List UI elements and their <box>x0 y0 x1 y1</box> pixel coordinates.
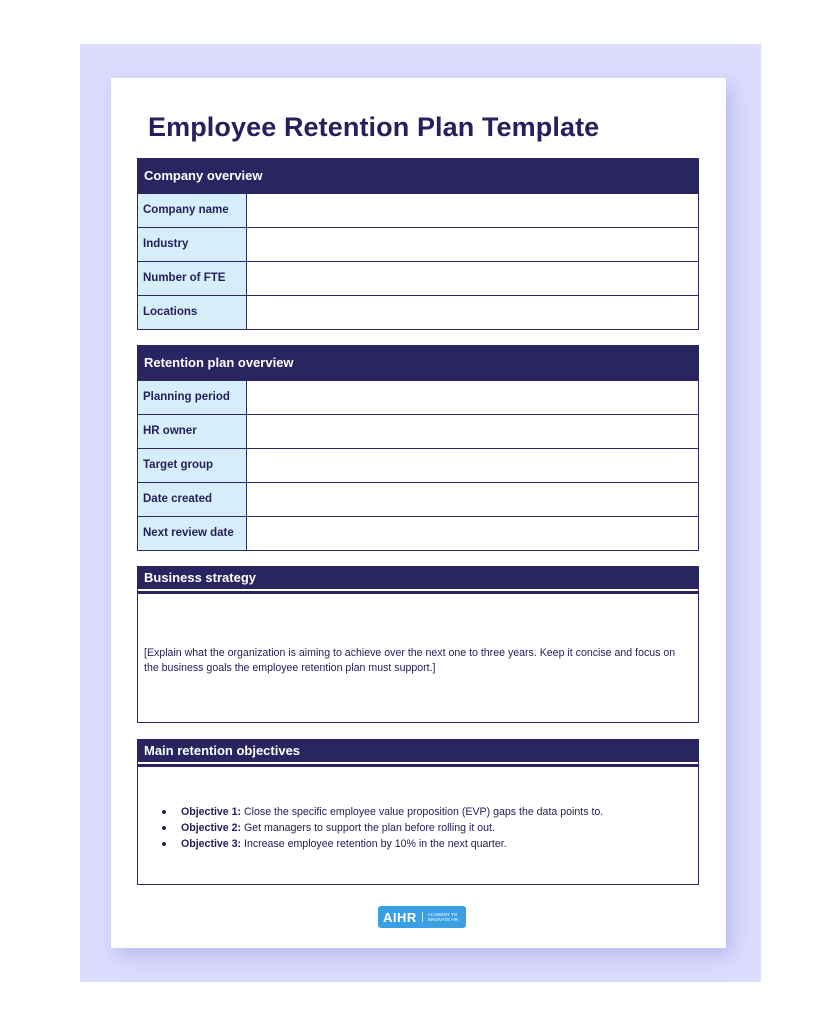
row-label: Locations <box>138 296 247 329</box>
logo-mark: AIHR <box>383 909 417 925</box>
locations-field[interactable] <box>247 296 698 329</box>
company-name-field[interactable] <box>247 194 698 227</box>
number-of-fte-field[interactable] <box>247 262 698 295</box>
target-group-field[interactable] <box>247 449 698 482</box>
row-label: Industry <box>138 228 247 261</box>
objective-label: Objective 3: <box>181 838 242 850</box>
industry-field[interactable] <box>247 228 698 261</box>
table-row <box>138 193 698 227</box>
date-created-field[interactable] <box>247 483 698 516</box>
table-row <box>138 516 698 550</box>
retention-plan-overview-heading: Retention plan overview <box>138 346 698 380</box>
objective-label: Objective 2: <box>181 822 242 834</box>
row-label: Next review date <box>138 517 247 550</box>
section-divider <box>138 591 698 594</box>
table-row <box>138 414 698 448</box>
objective-text: Increase employee retention by 10% in the next quarter. <box>241 838 507 850</box>
company-overview-table <box>137 158 699 330</box>
list-item[interactable] <box>162 836 603 852</box>
document-sheet <box>111 78 726 948</box>
next-review-date-field[interactable] <box>247 517 698 550</box>
objectives-list <box>162 804 603 852</box>
retention-objectives-heading: Main retention objectives <box>138 740 698 762</box>
bullet-icon <box>162 826 166 830</box>
bullet-icon <box>162 842 166 846</box>
table-row <box>138 380 698 414</box>
objective-text: Get managers to support the plan before rolling it out. <box>241 822 495 834</box>
objective-text: Close the specific employee value proposition (EVP) gaps the data points to. <box>241 806 604 818</box>
planning-period-field[interactable] <box>247 381 698 414</box>
table-row <box>138 482 698 516</box>
row-label: HR owner <box>138 415 247 448</box>
objective-label: Objective 1: <box>181 806 242 818</box>
row-label: Target group <box>138 449 247 482</box>
row-label: Date created <box>138 483 247 516</box>
document-title: Employee Retention Plan Template <box>148 112 600 142</box>
table-row <box>138 261 698 295</box>
list-item[interactable] <box>162 820 603 836</box>
retention-objectives-section <box>137 739 699 885</box>
row-label: Planning period <box>138 381 247 414</box>
retention-plan-overview-table <box>137 345 699 551</box>
section-divider <box>138 764 698 767</box>
business-strategy-heading: Business strategy <box>138 567 698 589</box>
aihr-logo <box>378 906 466 928</box>
business-strategy-text[interactable]: [Explain what the organization is aiming to achieve over the next one to three years. Keep it concise and focus on the business goals the employee retention plan must support.] <box>144 647 676 674</box>
list-item[interactable] <box>162 804 603 820</box>
logo-tagline: ACADEMY TO INNOVATE HR <box>422 912 466 922</box>
table-row <box>138 227 698 261</box>
bullet-icon <box>162 810 166 814</box>
table-row <box>138 295 698 329</box>
business-strategy-section <box>137 566 699 723</box>
hr-owner-field[interactable] <box>247 415 698 448</box>
table-row <box>138 448 698 482</box>
row-label: Number of FTE <box>138 262 247 295</box>
company-overview-heading: Company overview <box>138 159 698 193</box>
row-label: Company name <box>138 194 247 227</box>
